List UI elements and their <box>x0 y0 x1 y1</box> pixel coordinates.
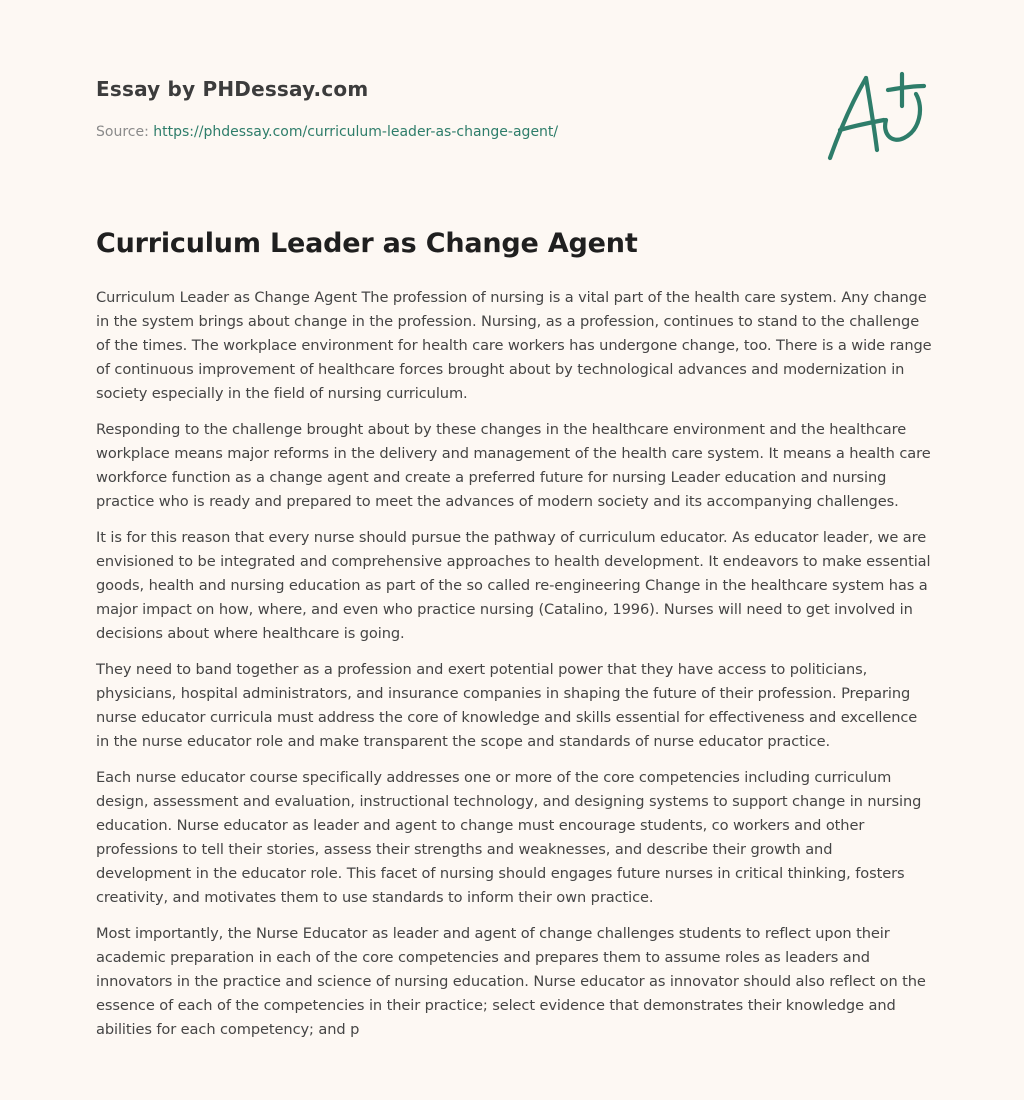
paragraph: They need to band together as a profession and exert potential power that they have access to politicians, physicians, hospital administrators, and insurance companies in shaping the future of their profession. Preparing nurse educator curricula must address the core of knowledge and skills essential for effectiveness and excellence in the nurse educator role and make transparent the scope and standards of nurse educator practice. <box>96 661 918 750</box>
a-plus-logo-icon <box>822 68 932 168</box>
source-link[interactable]: https://phdessay.com/curriculum-leader-as-change-agent/ <box>153 124 559 140</box>
source-label: Source: <box>96 124 149 140</box>
page-title: Curriculum Leader as Change Agent <box>96 228 638 259</box>
paragraph: It is for this reason that every nurse should pursue the pathway of curriculum educator. As educator leader, we are envisioned to be integrated and comprehensive approaches to health development. It endeavors to make essential goods, health and nursing education as part of the so called re-engineering Change in the healthcare system has a major impact on how, where, and even who practice nursing (Catalino, 1996). Nurses will need to get involved in decisions about where healthcare is going. <box>96 529 931 642</box>
paragraph: Each nurse educator course specifically addresses one or more of the core competencies including curriculum design, assessment and evaluation, instructional technology, and designing systems to support change in nursing education. Nurse educator as leader and agent to change must encourage students, co workers and other professions to tell their stories, assess their strengths and weaknesses, and describe their growth and development in the educator role. This facet of nursing should engages future nurses in critical thinking, fosters creativity, and motivates them to use standards to inform their own practice. <box>96 769 922 906</box>
paragraph: Most importantly, the Nurse Educator as leader and agent of change challenges students to reflect upon their academic preparation in each of the core competencies and prepares them to assume roles as leaders and innovators in the practice and science of nursing education. Nurse educator as innovator should also reflect on the essence of each of the competencies in their practice; select evidence that demonstrates their knowledge and abilities for each competency; and p <box>96 925 926 1038</box>
brand-name: Essay by PHDessay.com <box>96 77 369 101</box>
paragraph: Responding to the challenge brought about by these changes in the healthcare environment and the healthcare workplace means major reforms in the delivery and management of the health care system. It means a health care workforce function as a change agent and create a preferred future for nursing Leader education and nursing practice who is ready and prepared to meet the advances of modern society and its accompanying challenges. <box>96 421 931 510</box>
essay-body <box>96 286 932 1054</box>
source-line <box>96 124 558 140</box>
paragraph: Curriculum Leader as Change Agent The profession of nursing is a vital part of the health care system. Any change in the system brings about change in the profession. Nursing, as a profession, continues to stand to the challenge of the times. The workplace environment for health care workers has undergone change, too. There is a wide range of continuous improvement of healthcare forces brought about by technological advances and modernization in society especially in the field of nursing curriculum. <box>96 289 932 402</box>
